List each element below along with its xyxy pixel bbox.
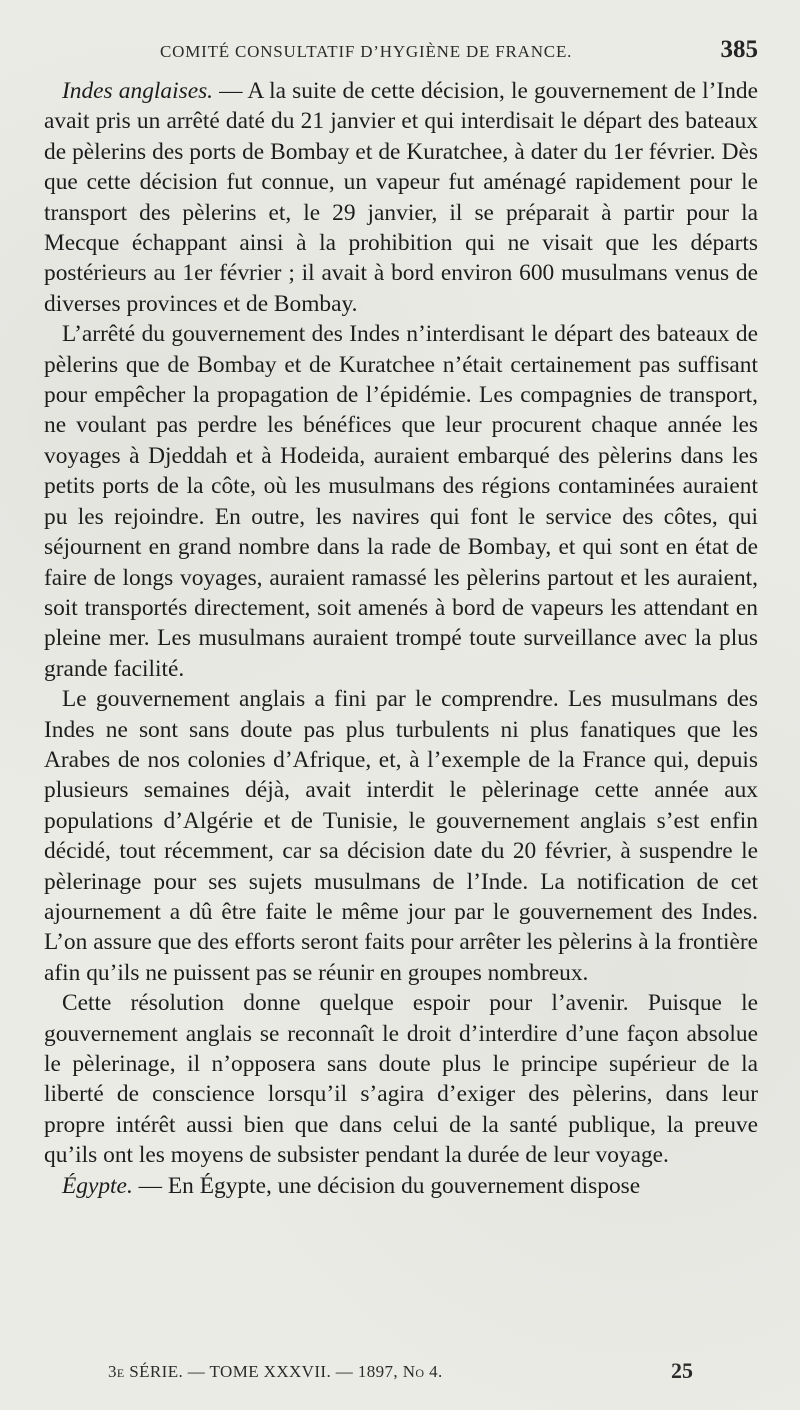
section-lead-egypte: Égypte. bbox=[62, 1172, 133, 1199]
paragraph-egypte bbox=[44, 1171, 758, 1201]
paragraph-text: Cette résolution donne quelque espoir pour l’avenir. Puisque le gouvernement anglais se reconnaît le droit d’interdire d’une façon absolue le pèlerinage, il n’opposera sans doute plus le principe supérieur de la liberté de conscience lorsqu’il s’agira d’exiger des pèlerins, dans leur propre intérêt aussi bien que dans celui de la santé publique, la preuve qu’ils ont les moyens de subsister pendant la durée de leur voyage. bbox=[44, 990, 758, 1169]
signature-mark: 25 bbox=[671, 1358, 693, 1383]
paragraph-resolution bbox=[44, 988, 758, 1170]
paragraph-arrete bbox=[44, 319, 758, 684]
page-number: 385 bbox=[720, 36, 758, 63]
paragraph-text: Le gouvernement anglais a fini par le comprendre. Les musulmans des Indes ne sont sans doute pas plus turbulents ni plus fanatiques que les Arabes de nos colonies d’Afrique, et, à l’exemple de la France qui, depuis plusieurs semaines déjà, avait interdit le pèlerinage cette année aux populations d’Algérie et de Tunisie, le gouvernement anglais s’est enfin décidé, tout récemment, car sa décision date du 20 février, à suspendre le pèlerinage pour ses sujets musulmans de l’Inde. La notification de cet ajournement a dû être faite le même jour par le gouvernement des Indes. L’on assure que des efforts seront faits pour arrêter les pèlerins à la frontière afin qu’ils ne puissent pas se réunir en groupes nombreux. bbox=[44, 686, 758, 986]
section-lead-indes-anglaises: Indes anglaises. bbox=[62, 78, 214, 104]
paragraph-text: — A la suite de cette décision, le gouvernement de l’Inde avait pris un arrêté daté du 21 janvier et qui interdisait le départ des bateaux de pèlerins des ports de Bombay et de Kuratchee, à dater du 1er février. Dès que cette décision fut connue, un vapeur fut aménagé rapidement pour le transport des pèlerins et, le 29 janvier, il se préparait à partir pour la Mecque échappant ainsi à la prohibition qui ne visait que les départs postérieurs au 1er février ; il avait à bord environ 600 musulmans venus de diverses provinces et de Bombay. bbox=[44, 78, 758, 317]
page-footer bbox=[108, 1358, 693, 1390]
paragraph-text: — En Égypte, une décision du gouvernement dispose bbox=[132, 1172, 641, 1199]
paragraph-text: L’arrêté du gouvernement des Indes n’interdisant le départ des bateaux de pèlerins que de Bombay et de Kuratchee n’était certainement pas suffisant pour empêcher la propagation de l’épidémie. Les compagnies de transport, ne voulant pas perdre les bénéfices que leur procurent chaque année les voyages à Djeddah et à Hodeida, auraient embarqué des pèlerins dans les petits ports de la côte, où les musulmans des régions contaminées auraient pu les rejoindre. En outre, les navires qui font le service des côtes, qui séjournent en grand nombre dans la rade de Bombay, et qui sont en état de faire de longs voyages, auraient ramassé les pèlerins partout et les auraient, soit transportés directement, soit amenés à bord de vapeurs les attendant en pleine mer. Les musulmans auraient trompé toute surveillance avec la plus grande facilité. bbox=[44, 321, 758, 682]
paragraph-indes-anglaises bbox=[44, 76, 758, 319]
header-title: COMITÉ CONSULTATIF D’HYGIÈNE DE FRANCE. bbox=[160, 42, 573, 61]
series-line: 3e SÉRIE. — TOME XXXVII. — 1897, No 4. bbox=[108, 1362, 443, 1381]
running-header bbox=[48, 34, 758, 70]
paragraph-gouvernement-anglais bbox=[44, 684, 758, 988]
body-text bbox=[44, 76, 758, 1201]
